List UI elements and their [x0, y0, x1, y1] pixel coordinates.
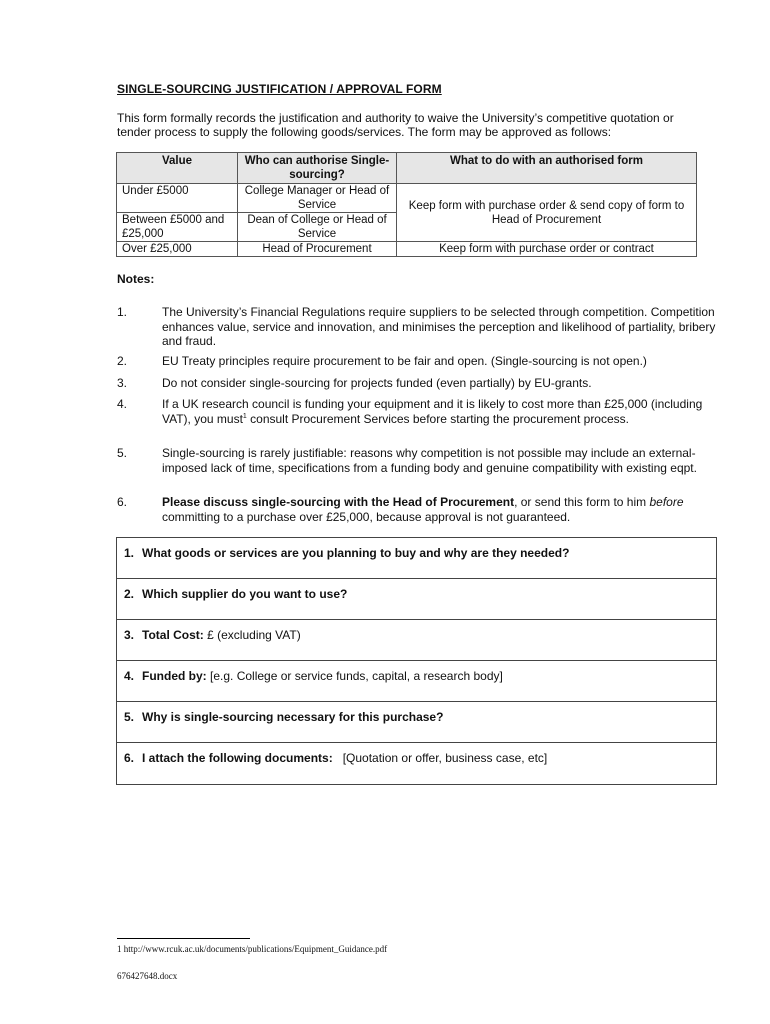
- note-number: 6.: [117, 495, 128, 509]
- footnote-separator: [117, 938, 250, 939]
- intro-paragraph: This form formally records the justification and authority to waive the University’s competitive quotation or tender process to supply the following goods/services. The form may be approved as follows:: [117, 111, 674, 139]
- cell-value: Over £25,000: [117, 242, 238, 257]
- note-text-part: committing to a purchase over £25,000, because approval is not guaranteed.: [162, 509, 571, 524]
- question-label: I attach the following documents:: [142, 751, 333, 765]
- note-text: [162, 495, 717, 524]
- question-row[interactable]: [117, 579, 716, 620]
- cell-value: Between £5000 and £25,000: [117, 213, 238, 242]
- note-number: 1.: [117, 305, 128, 319]
- cell-value: Under £5000: [117, 184, 238, 213]
- footnote: 1 http://www.rcuk.ac.uk/documents/publications/Equipment_Guidance.pdf: [117, 944, 388, 954]
- cell-who: Head of Procurement: [238, 242, 397, 257]
- note-text-part: consult Procurement Services before starting the procurement process.: [246, 411, 629, 426]
- header-what: What to do with an authorised form: [397, 153, 697, 184]
- note-text-part: If a UK research council is funding your equipment and it is likely to cost more than £25,000 (including VAT), you must: [162, 397, 703, 426]
- note-text: The University’s Financial Regulations require suppliers to be selected through competition. Competition enhances value, service and innovation, and minimises the perception and likelihood of partiality, bribery and fraud.: [162, 305, 716, 348]
- question-hint: [e.g. College or service funds, capital, a research body]: [206, 669, 503, 683]
- note-text: EU Treaty principles require procurement to be fair and open. (Single-sourcing is not open.): [162, 354, 647, 368]
- questions-box: [116, 537, 717, 785]
- note-text: Do not consider single-sourcing for projects funded (even partially) by EU-grants.: [162, 376, 592, 390]
- question-row[interactable]: [117, 538, 716, 579]
- question-number: 6.: [124, 751, 135, 765]
- question-label: Why is single-sourcing necessary for this purchase?: [142, 710, 444, 724]
- question-number: 4.: [124, 669, 135, 683]
- table-row: [117, 184, 697, 213]
- cell-who: Dean of College or Head of Service: [238, 213, 397, 242]
- question-number: 1.: [124, 546, 135, 560]
- form-title: SINGLE-SOURCING JUSTIFICATION / APPROVAL FORM: [117, 82, 442, 96]
- cell-what-merged: Keep form with purchase order & send copy of form to Head of Procurement: [397, 184, 697, 242]
- authorisation-table: [116, 152, 697, 257]
- question-row[interactable]: [117, 620, 716, 661]
- question-hint: [Quotation or offer, business case, etc]: [332, 751, 548, 765]
- question-number: 3.: [124, 628, 135, 642]
- cell-what: Keep form with purchase order or contract: [397, 242, 697, 257]
- question-label: Total Cost:: [142, 628, 204, 642]
- question-row[interactable]: [117, 702, 716, 743]
- header-value: Value: [117, 153, 238, 184]
- note-number: 2.: [117, 354, 128, 368]
- question-number: 2.: [124, 587, 135, 601]
- question-label: Funded by:: [142, 669, 207, 683]
- notes-heading: Notes:: [117, 272, 155, 286]
- note-italic-text: before: [649, 495, 684, 509]
- cell-who: College Manager or Head of Service: [238, 184, 397, 213]
- note-text: [162, 397, 717, 426]
- document-filename: 676427648.docx: [117, 971, 178, 981]
- note-text: Single-sourcing is rarely justifiable: reasons why competition is not possible may include an external-imposed lack of time, specifications from a funding body and genuine compatibility with existing eqpt.: [162, 446, 697, 475]
- question-number: 5.: [124, 710, 135, 724]
- note-number: 4.: [117, 397, 128, 411]
- question-row[interactable]: [117, 743, 716, 784]
- note-bold-text: Please discuss single-sourcing with the Head of Procurement: [162, 495, 515, 509]
- note-number: 5.: [117, 446, 128, 460]
- note-text-part: , or send this form to him: [514, 495, 650, 509]
- question-row[interactable]: [117, 661, 716, 702]
- question-label: What goods or services are you planning to buy and why are they needed?: [142, 546, 570, 560]
- header-who: Who can authorise Single-sourcing?: [238, 153, 397, 184]
- footnote-ref: 1: [242, 412, 247, 420]
- table-row: [117, 242, 697, 257]
- note-number: 3.: [117, 376, 128, 390]
- question-label: Which supplier do you want to use?: [142, 587, 348, 601]
- question-hint: £ (excluding VAT): [203, 628, 301, 642]
- table-header-row: [117, 153, 697, 184]
